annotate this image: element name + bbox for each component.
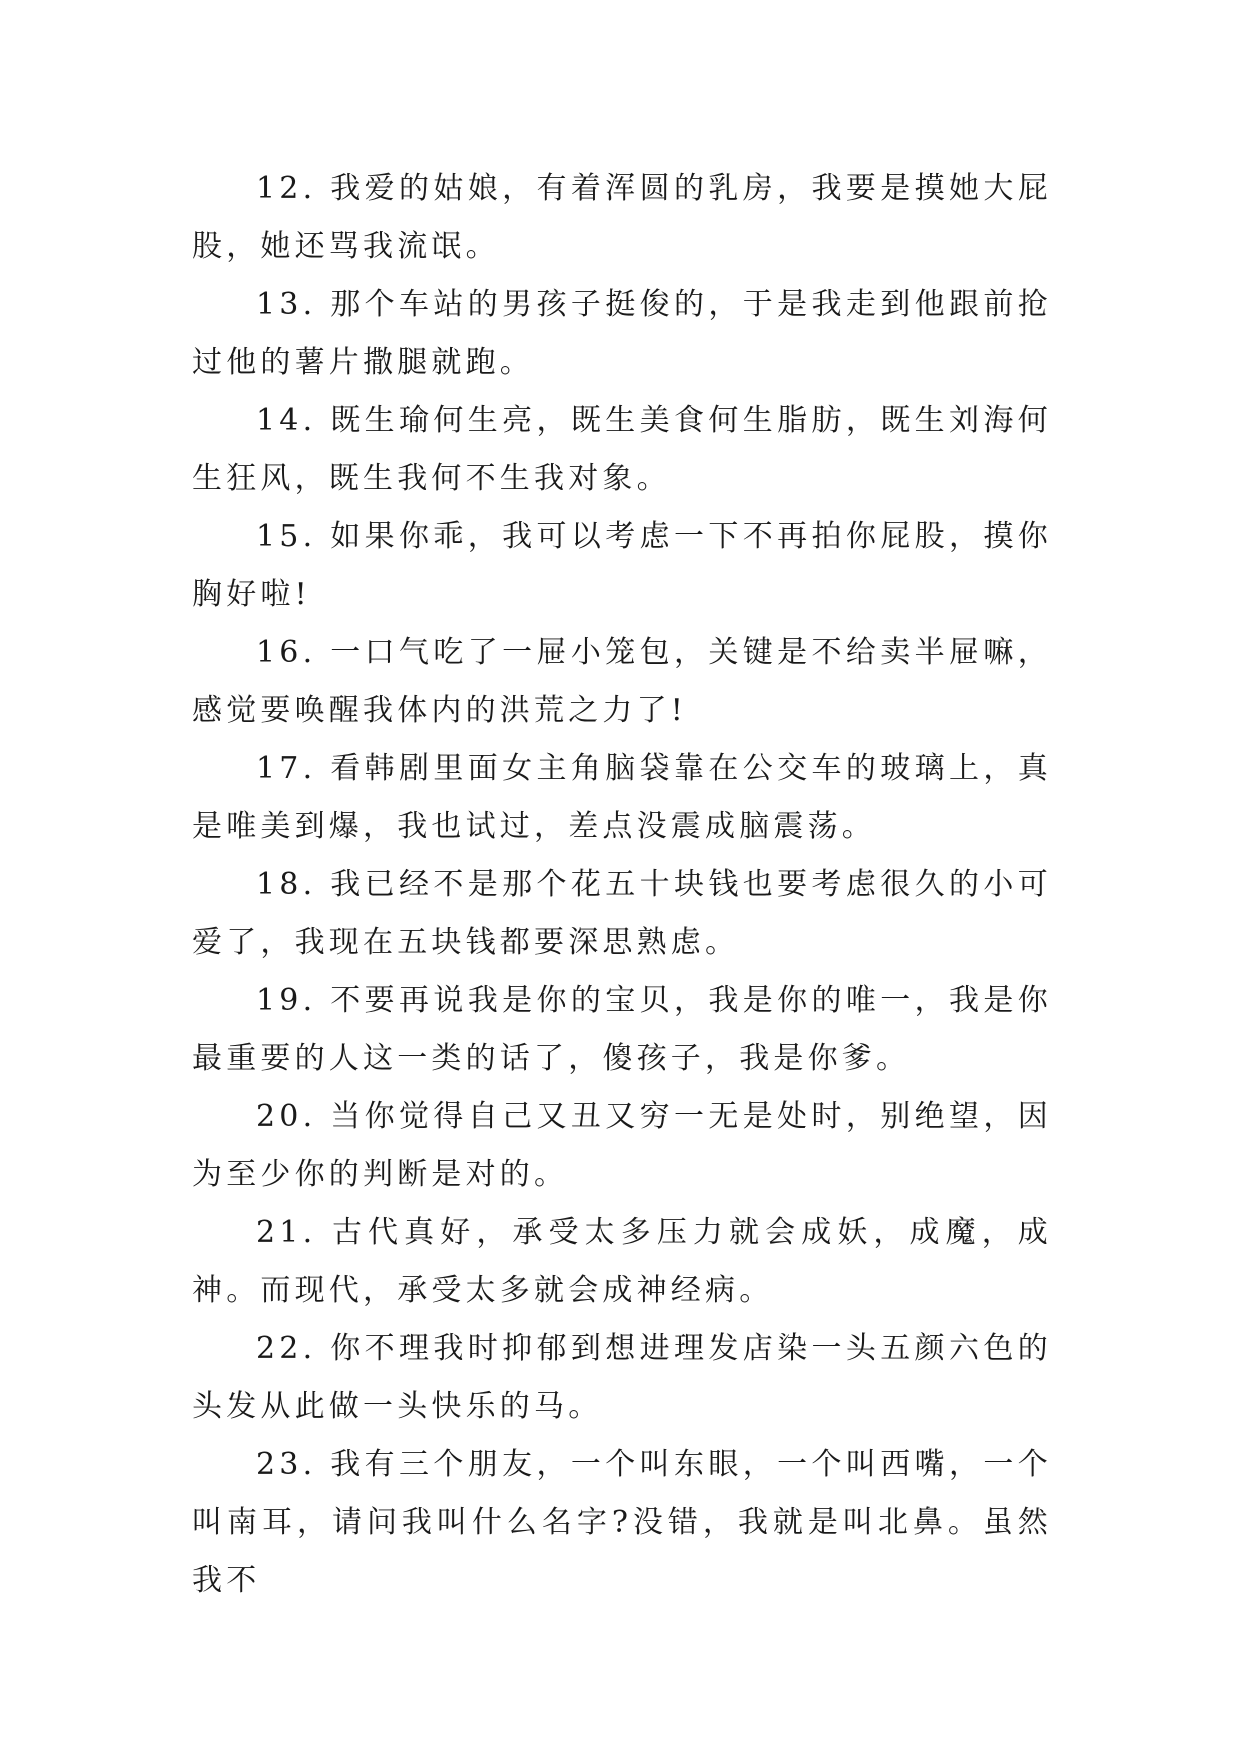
paragraph-22: 22. 你不理我时抑郁到想进理发店染一头五颜六色的头发从此做一头快乐的马。 [192,1331,1052,1424]
paragraph-15: 15. 如果你乖，我可以考虑一下不再拍你屁股，摸你胸好啦! [192,519,1052,612]
paragraph-21: 21. 古代真好，承受太多压力就会成妖，成魔，成神。而现代，承受太多就会成神经病。 [192,1215,1052,1308]
paragraph-19: 19. 不要再说我是你的宝贝，我是你的唯一，我是你最重要的人这一类的话了，傻孩子，我是你爹。 [192,983,1052,1076]
paragraph-18: 18. 我已经不是那个花五十块钱也要考虑很久的小可爱了，我现在五块钱都要深思熟虑。 [192,867,1052,960]
paragraph-20: 20. 当你觉得自己又丑又穷一无是处时，别绝望，因为至少你的判断是对的。 [192,1099,1052,1192]
paragraph-17: 17. 看韩剧里面女主角脑袋靠在公交车的玻璃上，真是唯美到爆，我也试过，差点没震成脑震荡。 [192,751,1052,844]
paragraph-23: 23. 我有三个朋友，一个叫东眼，一个叫西嘴，一个叫南耳，请问我叫什么名字?没错，我就是叫北鼻。虽然我不 [192,1447,1052,1598]
paragraph-16: 16. 一口气吃了一屉小笼包，关键是不给卖半屉嘛，感觉要唤醒我体内的洪荒之力了! [192,635,1052,728]
paragraph-14: 14. 既生瑜何生亮，既生美食何生脂肪，既生刘海何生狂风，既生我何不生我对象。 [192,403,1052,496]
document-body [192,160,1052,1610]
paragraph-13: 13. 那个车站的男孩子挺俊的，于是我走到他跟前抢过他的薯片撒腿就跑。 [192,287,1052,380]
paragraph-12: 12. 我爱的姑娘，有着浑圆的乳房，我要是摸她大屁股，她还骂我流氓。 [192,171,1052,264]
